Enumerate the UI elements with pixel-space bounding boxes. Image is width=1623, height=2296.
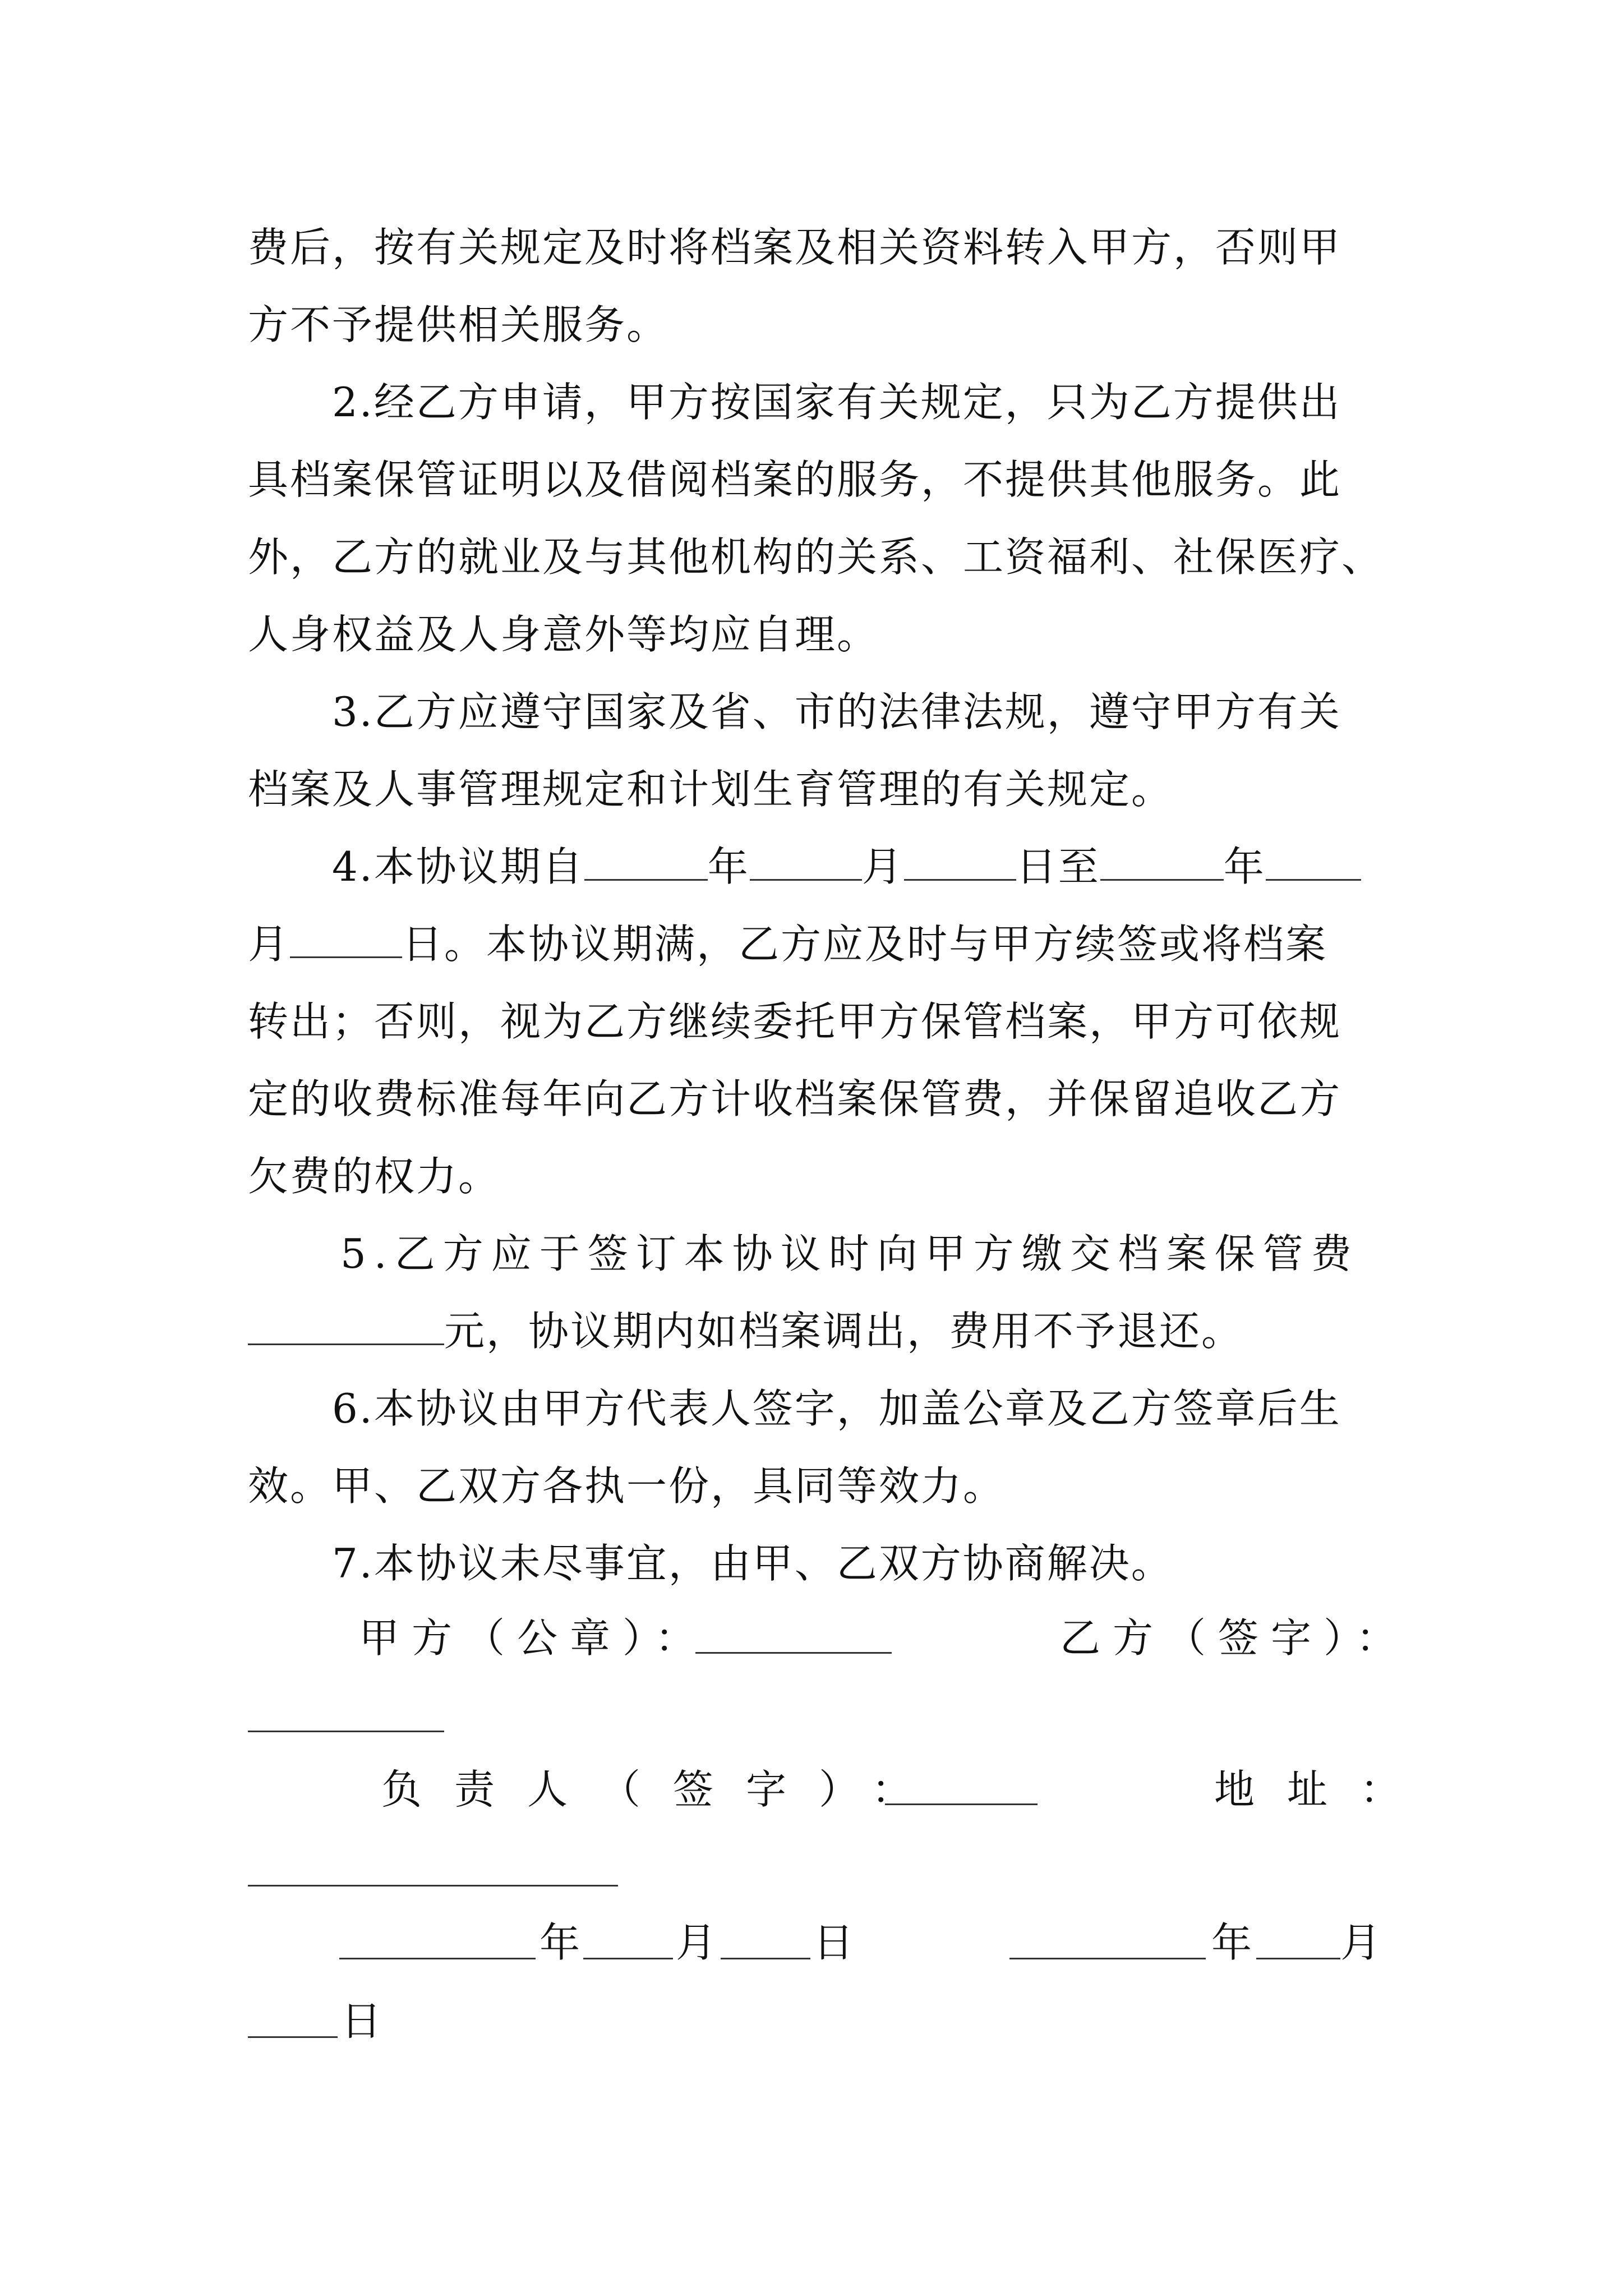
- start-month-label: 月: [861, 843, 904, 890]
- party-b-month-blank[interactable]: [1256, 1958, 1340, 1959]
- clause-4-line-2-text: 日。本协议期满，乙方应及时与甲方续签或将档案: [402, 921, 1328, 968]
- clause-2-line-4: 人身权益及人身意外等均应自理。: [248, 611, 879, 658]
- clause-4-line-1: [248, 828, 1381, 905]
- end-month-blank[interactable]: [1266, 845, 1361, 881]
- clause-3-line-1: 3.乙方应遵守国家及省、市的法律法规，遵守甲方有关: [332, 688, 1341, 735]
- party-a-day-blank[interactable]: [721, 1958, 810, 1959]
- party-a-seal-blank[interactable]: [695, 1652, 892, 1654]
- party-a-day-label: 日: [813, 1919, 854, 1966]
- clause-1-line-2: 方不予提供相关服务。: [248, 301, 669, 348]
- clause-4-line-5: 欠费的权力。: [248, 1153, 501, 1200]
- clause-5-line-2: [248, 1292, 1381, 1370]
- address-blank[interactable]: [248, 1885, 618, 1887]
- party-b-month-label: 月: [1340, 1919, 1381, 1966]
- clause-7-line-1: 7.本协议未尽事宜，由甲、乙双方协商解决。: [332, 1540, 1173, 1587]
- start-year-label: 年: [707, 843, 750, 890]
- clause-2-line-2: 具档案保管证明以及借阅档案的服务，不提供其他服务。此: [248, 456, 1342, 503]
- clause-2-line-3: 外，乙方的就业及与其他机构的关系、工资福利、社保医疗、: [248, 533, 1384, 581]
- party-b-year-blank[interactable]: [1009, 1958, 1206, 1959]
- address-label: 地址：: [1214, 1766, 1433, 1813]
- party-a-seal-label: 甲方（公章）：: [359, 1614, 708, 1662]
- party-b-day-label: 日: [341, 1998, 382, 2045]
- clause-2-line-1: 2.经乙方申请，甲方按国家有关规定，只为乙方提供出: [332, 379, 1341, 426]
- start-day-blank[interactable]: [904, 845, 1016, 881]
- end-month-label: 月: [248, 921, 291, 968]
- responsible-sign-blank[interactable]: [885, 1803, 1038, 1805]
- start-day-label: 日至: [1016, 843, 1100, 890]
- party-a-year-label: 年: [540, 1919, 580, 1966]
- clause-5-line-1: 5.乙方应于签订本协议时向甲方缴交档案保管费: [340, 1230, 1359, 1277]
- clause-3-line-2: 档案及人事管理规定和计划生育管理的有关规定。: [248, 766, 1174, 813]
- party-a-year-blank[interactable]: [339, 1958, 536, 1959]
- party-a-month-blank[interactable]: [583, 1958, 673, 1959]
- clause-4-line-3: 转出；否则，视为乙方继续委托甲方保管档案，甲方可依规: [248, 998, 1342, 1045]
- clause-4-line-4: 定的收费标准每年向乙方计收档案保管费，并保留追收乙方: [248, 1075, 1342, 1122]
- party-b-sign-label: 乙方（签字）：: [1060, 1614, 1409, 1662]
- agreement-body: [248, 209, 1384, 1602]
- responsible-sign-label: 负责人（签字）：: [381, 1766, 945, 1813]
- party-b-sign-blank[interactable]: [248, 1731, 444, 1732]
- clause-5-line-2-text: 元，协议期内如档案调出，费用不予退还。: [444, 1308, 1244, 1355]
- fee-amount-blank[interactable]: [248, 1310, 444, 1345]
- start-year-blank[interactable]: [584, 845, 708, 881]
- party-b-day-blank[interactable]: [248, 2036, 338, 2038]
- end-day-blank[interactable]: [290, 923, 402, 958]
- clause-6-line-1: 6.本协议由甲方代表人签字，加盖公章及乙方签章后生: [332, 1385, 1341, 1432]
- party-a-month-label: 月: [676, 1919, 717, 1966]
- start-month-blank[interactable]: [750, 845, 862, 881]
- end-year-label: 年: [1223, 843, 1266, 890]
- end-year-blank[interactable]: [1100, 845, 1224, 881]
- clause-6-line-2: 效。甲、乙双方各执一份，具同等效力。: [248, 1462, 1006, 1510]
- party-b-year-label: 年: [1211, 1919, 1252, 1966]
- clause-4-line-2: [248, 905, 1381, 983]
- clause-1-line-1: 费后，按有关规定及时将档案及相关资料转入甲方，否则甲: [248, 224, 1342, 271]
- clause-4-start-label: 4.本协议期自: [332, 843, 584, 890]
